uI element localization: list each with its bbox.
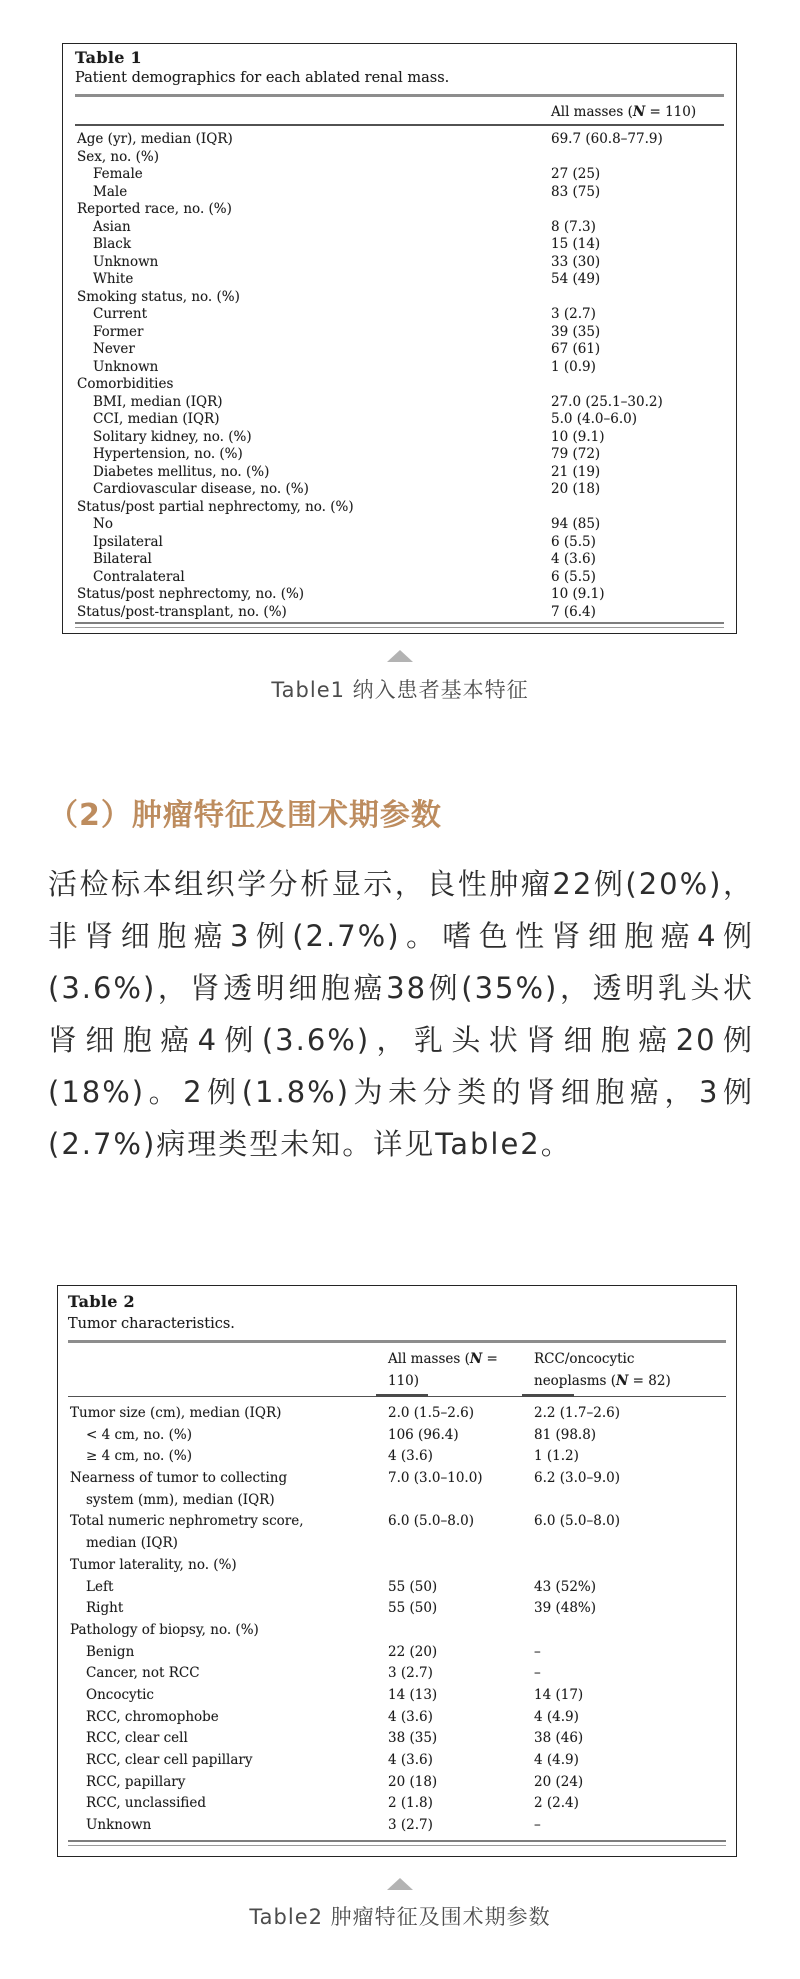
row-value: 79 (72)	[551, 446, 601, 462]
row-value: 5.0 (4.0–6.0)	[551, 411, 637, 427]
table2-rows	[68, 1403, 726, 1837]
table-row	[75, 586, 724, 604]
table-row	[75, 499, 724, 517]
table-row	[68, 1425, 726, 1447]
table-row	[75, 464, 724, 482]
caption1-block	[0, 650, 800, 704]
table-row	[75, 219, 724, 237]
row-value: 6.0 (5.0–8.0)	[388, 1513, 474, 1530]
row-label: Former	[93, 323, 144, 340]
table-row	[68, 1468, 726, 1511]
row-label: Age (yr), median (IQR)	[77, 131, 233, 147]
table-row	[68, 1511, 726, 1554]
caption2-block	[0, 1878, 800, 1931]
row-value: 6 (5.5)	[551, 533, 596, 550]
row-value: 2 (2.4)	[534, 1795, 579, 1812]
row-value: 39 (35)	[551, 323, 601, 340]
row-label: Unknown	[93, 253, 159, 270]
table-row	[68, 1620, 726, 1642]
table-row	[68, 1577, 726, 1599]
row-label: Comorbidities	[77, 376, 174, 392]
row-label: RCC, chromophobe	[86, 1708, 219, 1725]
triangle-up-icon	[387, 650, 413, 662]
row-value: 3 (2.7)	[551, 306, 596, 322]
row-label: Pathology of biopsy, no. (%)	[70, 1621, 259, 1638]
row-label: Female	[93, 166, 143, 182]
table-row	[75, 394, 724, 412]
table-row	[68, 1750, 726, 1772]
row-label: Ipsilateral	[93, 533, 163, 550]
row-value: 7 (6.4)	[551, 603, 596, 620]
table1-bottom-rule	[75, 622, 724, 628]
table-row	[68, 1728, 726, 1750]
row-label: Cardiovascular disease, no. (%)	[93, 481, 309, 497]
table1-title: Table 1	[75, 48, 142, 67]
row-label: Unknown	[86, 1817, 152, 1834]
table-row	[75, 166, 724, 184]
row-value: 33 (30)	[551, 253, 601, 270]
row-value: 27 (25)	[551, 166, 601, 182]
table-row	[68, 1642, 726, 1664]
row-label: Benign	[86, 1643, 135, 1660]
row-label: RCC, papillary	[86, 1773, 186, 1790]
row-value: 69.7 (60.8–77.9)	[551, 131, 663, 147]
table-row	[68, 1772, 726, 1794]
table-row	[75, 254, 724, 272]
row-value: 83 (75)	[551, 183, 601, 200]
table-row	[68, 1707, 726, 1729]
row-label: Bilateral	[93, 551, 152, 567]
row-label: Status/post-transplant, no. (%)	[77, 603, 287, 620]
row-label: Hypertension, no. (%)	[93, 446, 243, 462]
row-label: Unknown	[93, 358, 159, 375]
table-row	[75, 236, 724, 254]
row-value: 20 (18)	[388, 1773, 438, 1790]
row-value: 39 (48%)	[534, 1600, 597, 1617]
row-label: Cancer, not RCC	[86, 1665, 200, 1682]
table-row	[68, 1598, 726, 1620]
row-label: Asian	[93, 218, 131, 235]
table-row	[75, 324, 724, 342]
row-label: Black	[93, 236, 132, 252]
row-label: BMI, median (IQR)	[93, 393, 223, 410]
row-value: 15 (14)	[551, 236, 601, 252]
row-value: 4 (4.9)	[534, 1752, 579, 1769]
table-row	[75, 149, 724, 167]
row-value: 55 (50)	[388, 1600, 438, 1617]
row-value: 2.2 (1.7–2.6)	[534, 1405, 620, 1421]
table-row	[75, 271, 724, 289]
row-value: 54 (49)	[551, 271, 601, 287]
table-row	[68, 1685, 726, 1707]
row-value: –	[534, 1665, 541, 1682]
table-row	[75, 131, 724, 149]
table1-header-rule	[75, 124, 724, 126]
row-label: Total numeric nephrometry score,	[70, 1513, 304, 1530]
table1-rows	[75, 131, 724, 621]
row-label: No	[93, 516, 113, 532]
table1	[62, 43, 737, 634]
row-label: Never	[93, 341, 135, 357]
row-value: 67 (61)	[551, 341, 601, 357]
row-value: 10 (9.1)	[551, 586, 605, 602]
table2-subtitle: Tumor characteristics.	[68, 1316, 235, 1332]
row-value: 14 (17)	[534, 1686, 584, 1703]
row-label: Current	[93, 306, 148, 322]
row-value: 6 (5.5)	[551, 568, 596, 585]
table-row	[68, 1446, 726, 1468]
table-row	[75, 184, 724, 202]
row-value: 6.0 (5.0–8.0)	[534, 1513, 620, 1530]
row-value: 1 (0.9)	[551, 358, 596, 375]
row-value: 8 (7.3)	[551, 218, 596, 235]
row-value: 38 (46)	[534, 1730, 584, 1747]
row-value: 43 (52%)	[534, 1578, 597, 1595]
table-row	[75, 341, 724, 359]
row-value: 2 (1.8)	[388, 1795, 433, 1812]
table-row	[75, 429, 724, 447]
row-label: Tumor size (cm), median (IQR)	[70, 1405, 282, 1421]
table2-caption: Table2 肿瘤特征及围术期参数	[249, 1905, 551, 1929]
row-label: Contralateral	[93, 568, 185, 585]
table1-subtitle: Patient demographics for each ablated renal mass.	[75, 70, 450, 86]
row-value: 4 (3.6)	[551, 551, 596, 567]
table2-title: Table 2	[68, 1292, 135, 1311]
table-row	[75, 306, 724, 324]
table2	[57, 1285, 737, 1857]
table-row	[68, 1793, 726, 1815]
table-row	[75, 446, 724, 464]
row-label: Reported race, no. (%)	[77, 201, 232, 217]
row-value: 4 (4.9)	[534, 1708, 579, 1725]
table2-top-rule	[68, 1340, 726, 1343]
table-row	[68, 1403, 726, 1425]
table1-caption: Table1 纳入患者基本特征	[271, 678, 529, 702]
row-label: Nearness of tumor to collecting	[70, 1470, 288, 1487]
table1-column-header: All masses (N = 110)	[551, 104, 697, 120]
table-row	[68, 1663, 726, 1685]
table-row	[75, 604, 724, 622]
table-row	[75, 569, 724, 587]
row-value: 106 (96.4)	[388, 1426, 459, 1443]
row-label: Tumor laterality, no. (%)	[70, 1556, 237, 1573]
row-value: –	[534, 1817, 541, 1834]
table-row	[75, 481, 724, 499]
row-value: 20 (18)	[551, 481, 601, 497]
row-label: Solitary kidney, no. (%)	[93, 428, 252, 445]
table-row	[75, 376, 724, 394]
row-value: 55 (50)	[388, 1578, 438, 1595]
table2-column-header-all-masses: All masses (N = 110)	[388, 1351, 498, 1389]
table2-bottom-rule	[68, 1840, 726, 1846]
table-row	[68, 1555, 726, 1577]
row-label-continued: median (IQR)	[86, 1535, 178, 1552]
table2-header-rule-segment	[522, 1394, 574, 1397]
table-row	[75, 551, 724, 569]
section-heading: （2）肿瘤特征及围术期参数	[48, 798, 442, 833]
table1-top-rule	[75, 94, 724, 97]
row-value: 1 (1.2)	[534, 1448, 579, 1465]
row-value: 27.0 (25.1–30.2)	[551, 393, 663, 410]
row-value: 4 (3.6)	[388, 1448, 433, 1465]
row-label: White	[93, 271, 134, 287]
triangle-up-icon	[387, 1878, 413, 1890]
table-row	[75, 359, 724, 377]
row-label: RCC, clear cell	[86, 1730, 188, 1747]
row-value: 38 (35)	[388, 1730, 438, 1747]
body-paragraph: 活检标本组织学分析显示，良性肿瘤22例(20%)，非肾细胞癌3例(2.7%)。嗜色性肾细胞癌4例(3.6%)，肾透明细胞癌38例(35%)，透明乳头状肾细胞癌4例(3.6%)，乳头状肾细胞癌20例(18%)。2例(1.8%)为未分类的肾细胞癌，3例(2.7%)病理类型未知。详见Table2。	[48, 867, 754, 1161]
row-value: 4 (3.6)	[388, 1752, 433, 1769]
row-label: Male	[93, 183, 128, 200]
table-row	[75, 516, 724, 534]
table-row	[75, 534, 724, 552]
row-label: CCI, median (IQR)	[93, 411, 220, 427]
row-value: 3 (2.7)	[388, 1665, 433, 1682]
row-value: 22 (20)	[388, 1643, 438, 1660]
row-label: ≥ 4 cm, no. (%)	[86, 1448, 192, 1465]
row-label: Diabetes mellitus, no. (%)	[93, 463, 270, 480]
table2-column-header-rcc: RCC/oncocytic neoplasms (N = 82)	[534, 1351, 671, 1389]
row-value: 2.0 (1.5–2.6)	[388, 1405, 474, 1421]
row-label: Sex, no. (%)	[77, 148, 159, 165]
row-value: –	[534, 1643, 541, 1660]
row-value: 7.0 (3.0–10.0)	[388, 1470, 483, 1487]
row-value: 10 (9.1)	[551, 428, 605, 445]
row-value: 4 (3.6)	[388, 1708, 433, 1725]
row-label: Oncocytic	[86, 1686, 154, 1703]
table-row	[75, 411, 724, 429]
row-label: Left	[86, 1578, 114, 1595]
row-label: Status/post nephrectomy, no. (%)	[77, 586, 305, 602]
row-value: 81 (98.8)	[534, 1426, 597, 1443]
row-label: < 4 cm, no. (%)	[86, 1426, 192, 1443]
row-label: RCC, unclassified	[86, 1795, 207, 1812]
table-row	[75, 201, 724, 219]
row-value: 3 (2.7)	[388, 1817, 433, 1834]
table-row	[75, 289, 724, 307]
row-value: 6.2 (3.0–9.0)	[534, 1470, 620, 1487]
row-label: Smoking status, no. (%)	[77, 288, 240, 305]
row-value: 20 (24)	[534, 1773, 584, 1790]
row-value: 21 (19)	[551, 463, 601, 480]
row-label: RCC, clear cell papillary	[86, 1752, 253, 1769]
row-label-continued: system (mm), median (IQR)	[86, 1491, 275, 1508]
row-value: 14 (13)	[388, 1686, 438, 1703]
table-row	[68, 1815, 726, 1837]
row-label: Status/post partial nephrectomy, no. (%)	[77, 498, 354, 515]
table2-header-rule-segment	[376, 1394, 428, 1397]
row-value: 94 (85)	[551, 516, 601, 532]
row-label: Right	[86, 1600, 124, 1617]
